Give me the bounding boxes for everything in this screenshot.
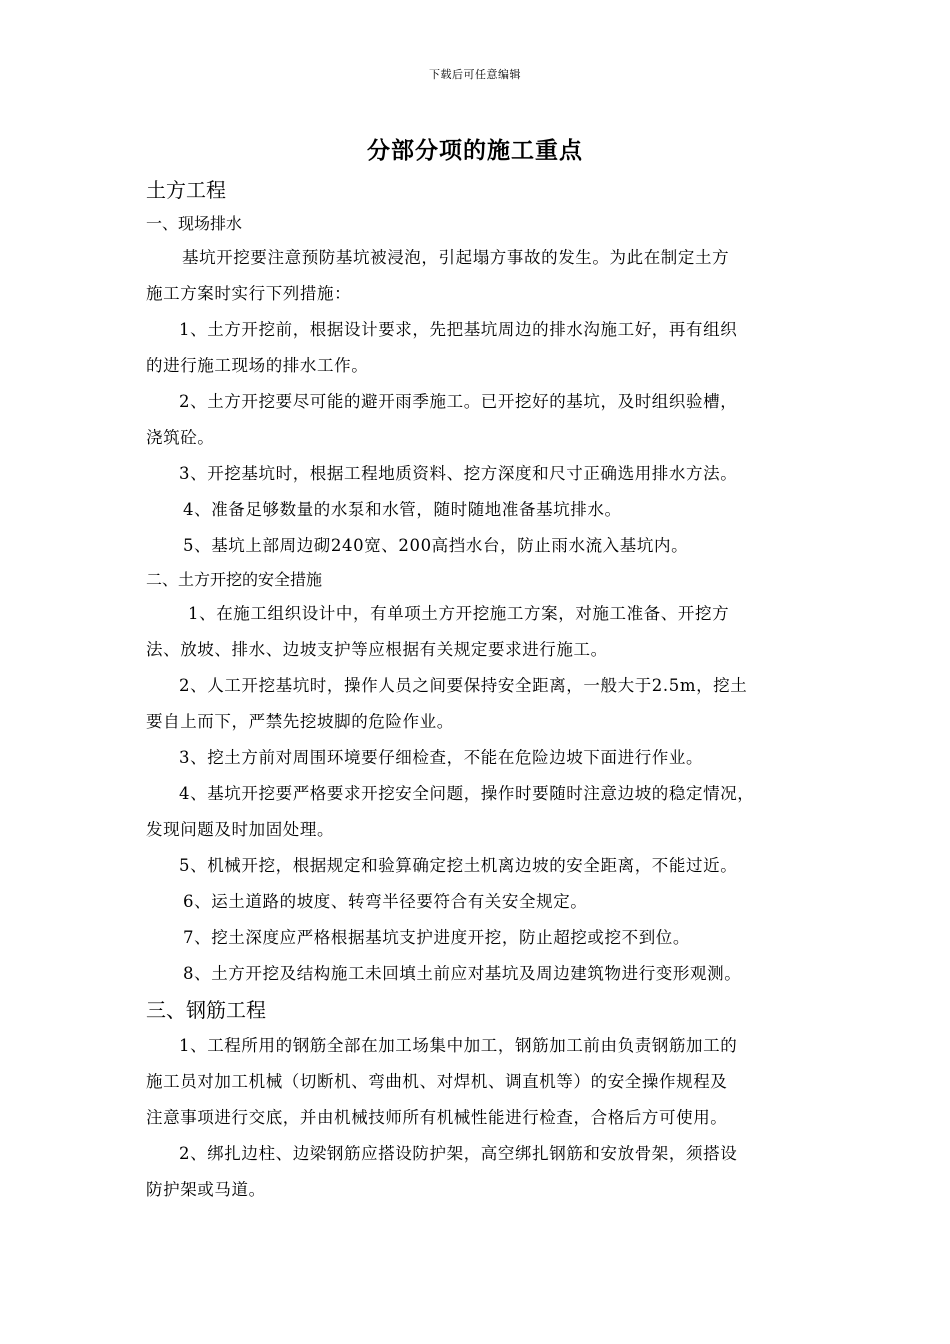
paragraph-safety-item-8 — [146, 956, 826, 992]
text-line: 1、工程所用的钢筋全部在加工场集中加工，钢筋加工前由负责钢筋加工的 — [179, 1036, 738, 1055]
subheading-drainage: 一、现场排水 — [146, 214, 243, 233]
paragraph-drainage-item-1 — [146, 312, 826, 384]
paragraph-safety-item-5 — [146, 848, 826, 884]
text-line: 1、在施工组织设计中，有单项土方开挖施工方案，对施工准备、开挖方 — [188, 604, 730, 623]
paragraph-drainage-intro — [146, 240, 826, 312]
paragraph-drainage-item-4 — [146, 492, 826, 528]
paragraph-rebar-item-2 — [146, 1136, 826, 1208]
text-line: 要自上而下，严禁先挖坡脚的危险作业。 — [146, 712, 454, 731]
text-line: 5、机械开挖，根据规定和验算确定挖土机离边坡的安全距离，不能过近。 — [179, 856, 738, 875]
paragraph-safety-item-1 — [146, 596, 826, 668]
paragraph-safety-item-6 — [146, 884, 826, 920]
text-line: 3、开挖基坑时，根据工程地质资料、挖方深度和尺寸正确选用排水方法。 — [179, 464, 738, 483]
text-line: 6、运土道路的坡度、转弯半径要符合有关安全规定。 — [183, 892, 588, 911]
text-line: 施工员对加工机械（切断机、弯曲机、对焊机、调直机等）的安全操作规程及 — [146, 1072, 728, 1091]
paragraph-drainage-item-2 — [146, 384, 826, 456]
header-note: 下载后可任意编辑 — [429, 68, 521, 81]
text-line: 2、绑扎边柱、边梁钢筋应搭设防护架，高空绑扎钢筋和安放骨架，须搭设 — [179, 1144, 738, 1163]
text-line: 的进行施工现场的排水工作。 — [146, 356, 369, 375]
paragraph-safety-item-4 — [146, 776, 826, 848]
text-line: 4、准备足够数量的水泵和水管，随时随地准备基坑排水。 — [183, 500, 622, 519]
text-line: 5、基坑上部周边砌240宽、200高挡水台，防止雨水流入基坑内。 — [183, 536, 689, 555]
paragraph-safety-item-2 — [146, 668, 826, 740]
text-line: 8、土方开挖及结构施工未回填土前应对基坑及周边建筑物进行变形观测。 — [183, 964, 742, 983]
text-line: 施工方案时实行下列措施： — [146, 284, 352, 303]
text-line: 浇筑砼。 — [146, 428, 215, 447]
text-line: 发现问题及时加固处理。 — [146, 820, 335, 839]
paragraph-drainage-item-3 — [146, 456, 826, 492]
section-heading-rebar: 三、钢筋工程 — [146, 998, 266, 1022]
text-line: 2、人工开挖基坑时，操作人员之间要保持安全距离，一般大于2.5m，挖土 — [179, 676, 748, 695]
text-line: 防护架或马道。 — [146, 1180, 266, 1199]
text-line: 2、土方开挖要尽可能的避开雨季施工。已开挖好的基坑，及时组织验槽， — [179, 392, 738, 411]
text-line: 3、挖土方前对周围环境要仔细检查，不能在危险边坡下面进行作业。 — [179, 748, 704, 767]
subheading-excavation-safety: 二、土方开挖的安全措施 — [146, 570, 323, 589]
document-body — [146, 172, 826, 1208]
paragraph-safety-item-7 — [146, 920, 826, 956]
text-line: 1、土方开挖前，根据设计要求，先把基坑周边的排水沟施工好，再有组织 — [179, 320, 738, 339]
document-title: 分部分项的施工重点 — [367, 138, 583, 164]
text-line: 基坑开挖要注意预防基坑被浸泡，引起塌方事故的发生。为此在制定土方 — [182, 248, 730, 267]
paragraph-rebar-item-1 — [146, 1028, 826, 1136]
paragraph-drainage-item-5 — [146, 528, 826, 564]
text-line: 注意事项进行交底，并由机械技师所有机械性能进行检查，合格后方可使用。 — [146, 1108, 728, 1127]
section-heading-earthwork: 土方工程 — [146, 178, 226, 202]
text-line: 4、基坑开挖要严格要求开挖安全问题，操作时要随时注意边坡的稳定情况， — [179, 784, 755, 803]
text-line: 法、放坡、排水、边坡支护等应根据有关规定要求进行施工。 — [146, 640, 608, 659]
text-line: 7、挖土深度应严格根据基坑支护进度开挖，防止超挖或挖不到位。 — [183, 928, 690, 947]
paragraph-safety-item-3 — [146, 740, 826, 776]
